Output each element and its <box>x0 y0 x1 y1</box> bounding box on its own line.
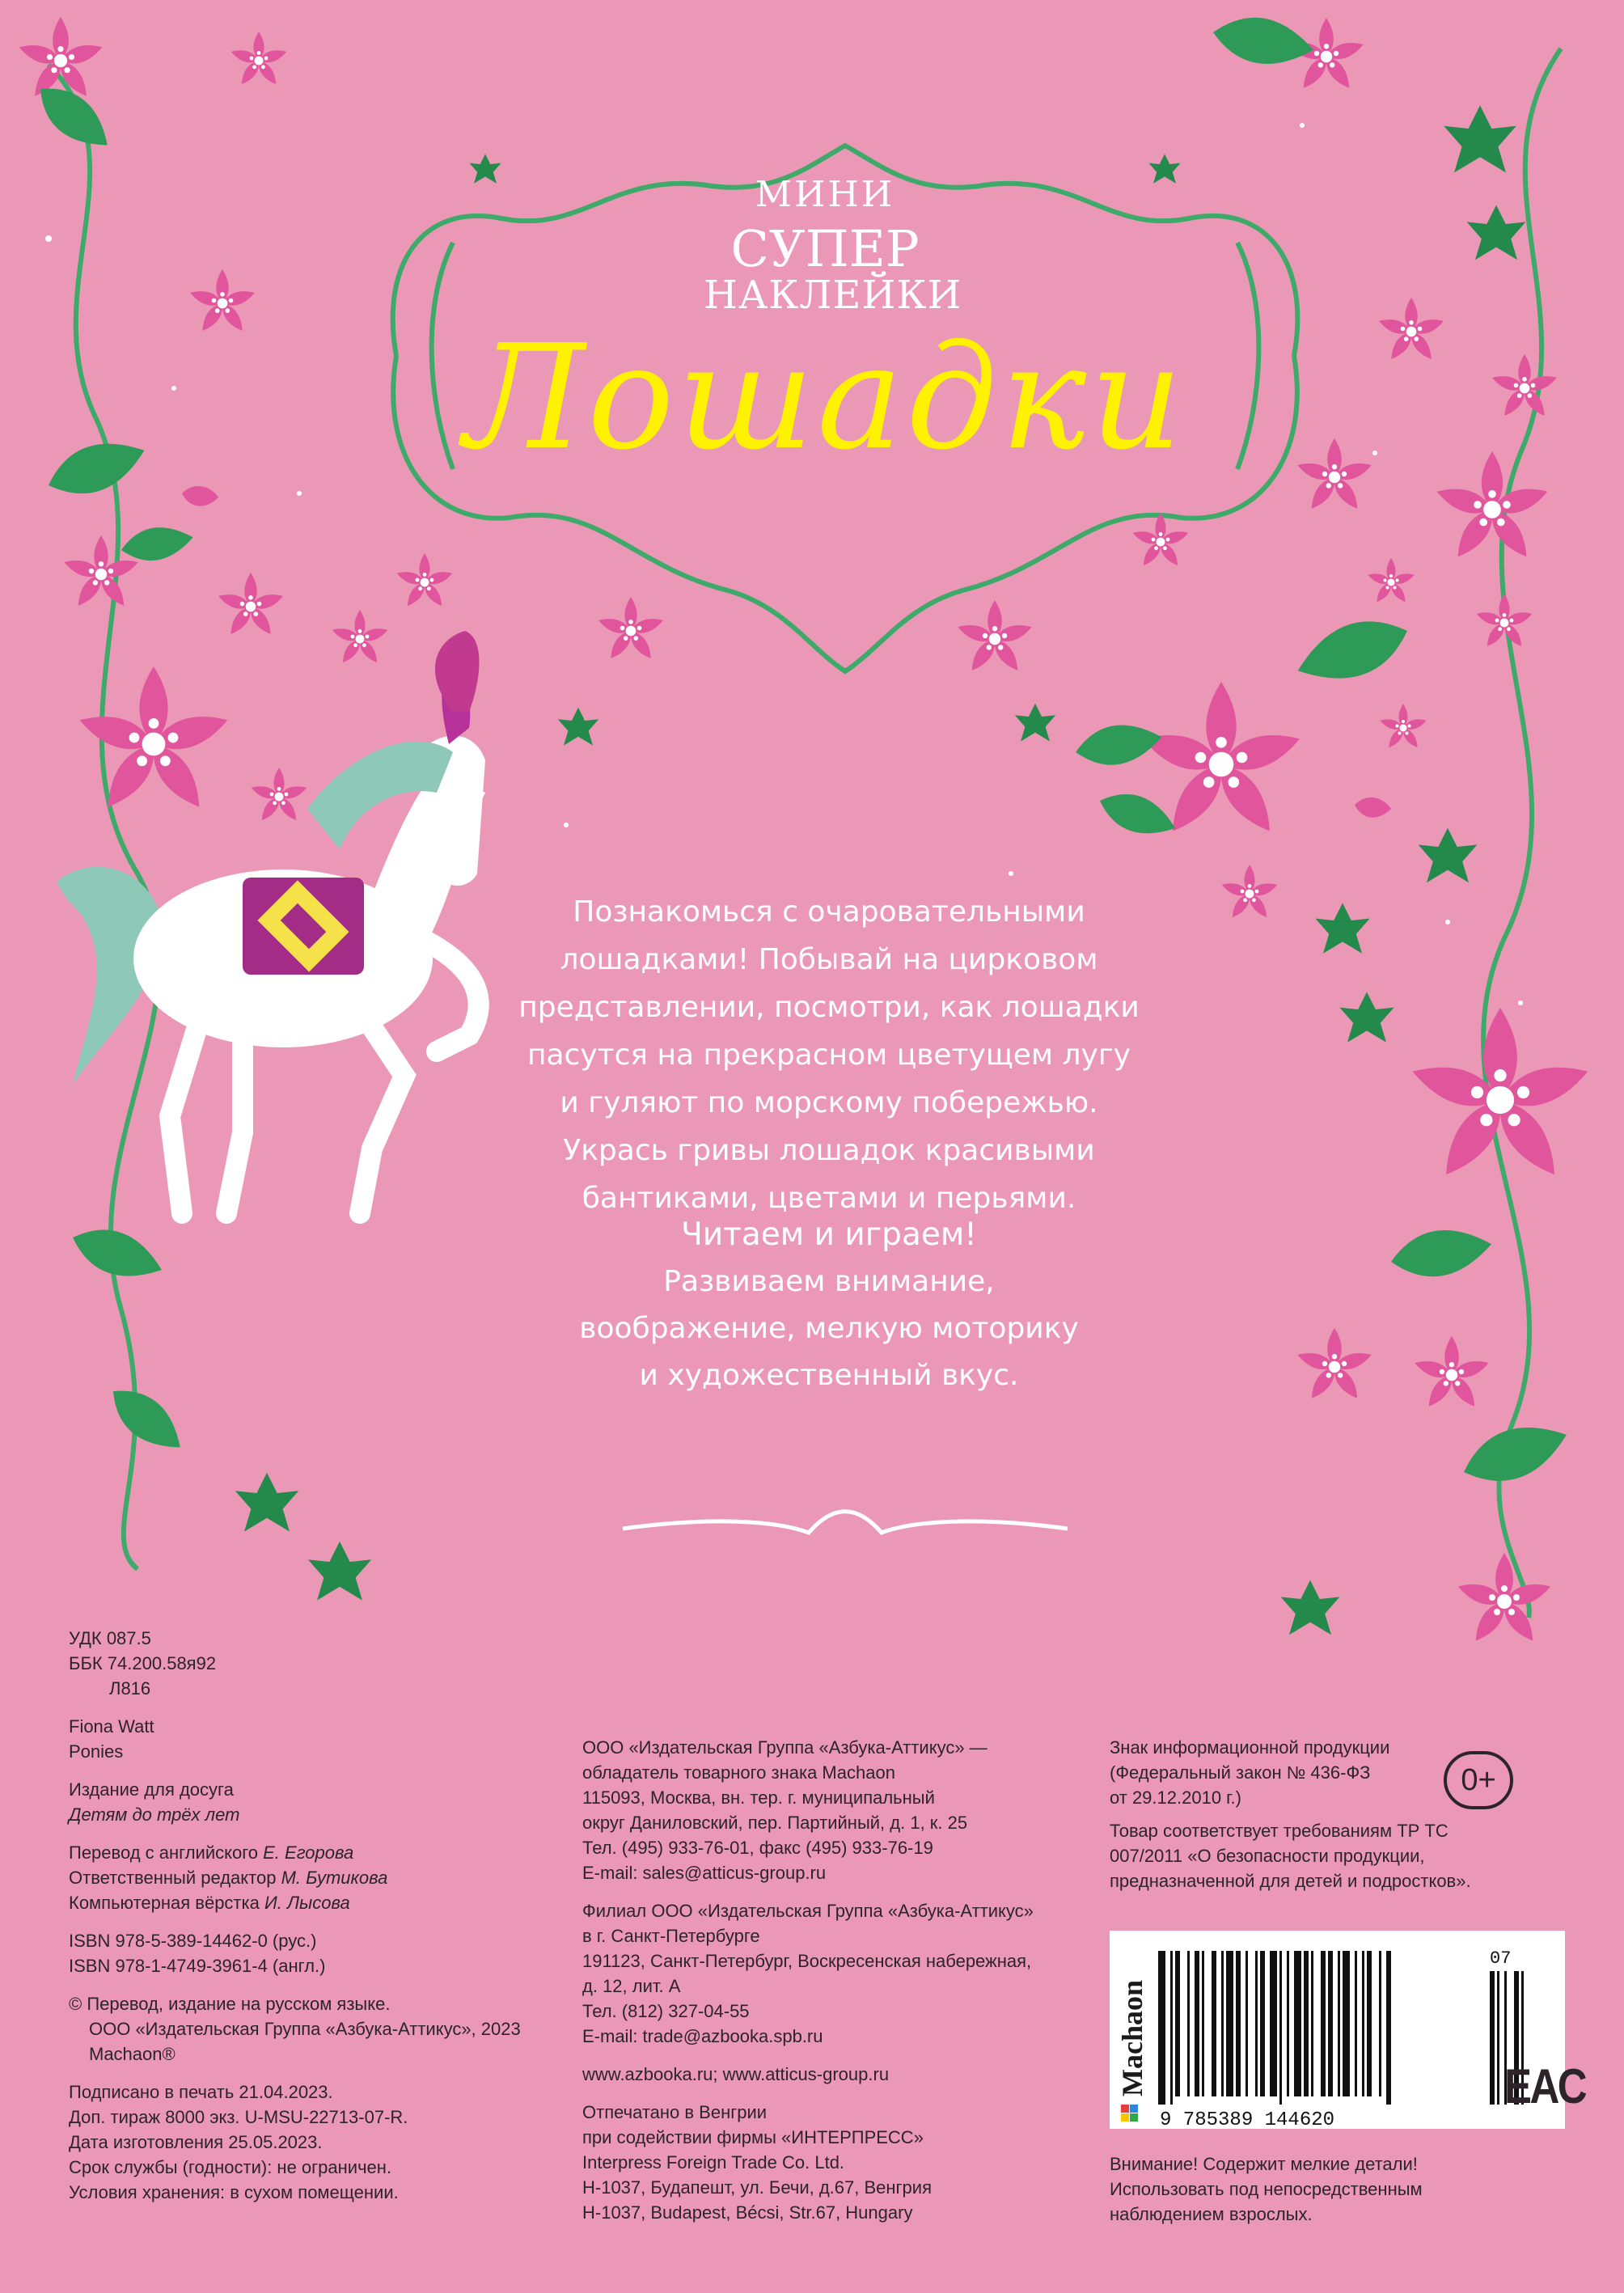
description-line: и гуляют по морскому побережью. <box>560 1086 1098 1119</box>
barcode-bar <box>1279 1951 1282 2105</box>
isbn-en: ISBN 978-1-4749-3961-4 (англ.) <box>69 1956 326 1976</box>
publisher-line: ООО «Издательская Группа «Азбука-Аттикус» — <box>582 1737 988 1758</box>
series-label-super: СУПЕР <box>730 219 920 278</box>
copyright-line: ООО «Издательская Группа «Азбука-Аттикус», 2023 <box>89 2019 521 2039</box>
barcode-bar <box>1158 1951 1165 2105</box>
branch-line: E-mail: trade@azbooka.spb.ru <box>582 2026 823 2046</box>
age-rating-badge: 0+ <box>1444 1751 1513 1809</box>
imprint-left <box>69 1626 521 2205</box>
publisher-line: Тел. (495) 933-76-01, факс (495) 933-76-19 <box>582 1838 933 1858</box>
barcode-bar <box>1236 1951 1241 2096</box>
barcode <box>1110 1931 1565 2129</box>
editor-line: Ответственный редактор М. Бутикова <box>69 1868 388 1888</box>
description-line: Познакомься с очаровательными <box>573 895 1085 929</box>
branch-line: Филиал ООО «Издательская Группа «Азбука-Аттикус» <box>582 1901 1034 1921</box>
manufacture-date: Дата изготовления 25.05.2023. <box>69 2132 323 2152</box>
barcode-bar <box>1343 1951 1350 2096</box>
barcode-bar <box>1212 1951 1216 2096</box>
imprint-middle <box>582 1735 1034 2225</box>
isbn-ru: ISBN 978-5-389-14462-0 (рус.) <box>69 1931 317 1951</box>
barcode-bar <box>1304 1951 1309 2096</box>
barcode-bar <box>1170 1951 1173 2105</box>
signed-date: Подписано в печать 21.04.2023. <box>69 2082 333 2102</box>
warning-line: Внимание! Содержит мелкие детали! <box>1110 2154 1418 2174</box>
info-sign-line: (Федеральный закон № 436-ФЗ <box>1110 1762 1371 1783</box>
tagline-line: и художественный вкус. <box>639 1359 1019 1392</box>
branch-line: Тел. (812) 327-04-55 <box>582 2001 750 2021</box>
printer-line: H-1037, Будапешт, ул. Бечи, д.67, Венгрия <box>582 2177 932 2198</box>
layout-line: Компьютерная вёрстка И. Лысова <box>69 1893 350 1913</box>
info-sign-line: Знак информационной продукции <box>1110 1737 1390 1758</box>
branch-line: в г. Санкт-Петербурге <box>582 1926 760 1946</box>
barcode-bar <box>1294 1951 1301 2096</box>
author: Fiona Watt <box>69 1716 154 1737</box>
print-run: Доп. тираж 8000 экз. U-MSU-22713-07-R. <box>69 2107 408 2127</box>
udk: УДК 087.5 <box>69 1628 151 1648</box>
series-label-mini: МИНИ <box>755 174 895 215</box>
description-line: Укрась гривы лошадок красивыми <box>563 1134 1095 1167</box>
publisher-logo-text: Machaon <box>1116 1980 1148 2096</box>
original-title: Ponies <box>69 1741 124 1762</box>
barcode-bar <box>1195 1951 1199 2096</box>
info-sign-line: от 29.12.2010 г.) <box>1110 1787 1241 1808</box>
storage-conditions: Условия хранения: в сухом помещении. <box>69 2182 399 2202</box>
series-label-stickers: НАКЛЕЙКИ <box>704 273 962 318</box>
barcode-digits: 9 785389 144620 <box>1160 2109 1335 2129</box>
barcode-bar <box>1362 1951 1364 2096</box>
tagline <box>518 1212 1140 1399</box>
description-line: бантиками, цветами и перьями. <box>582 1182 1076 1215</box>
barcode-bar <box>1202 1951 1204 2096</box>
barcode-bar <box>1221 1951 1224 2096</box>
printer-line: H-1037, Budapest, Bécsi, Str.67, Hungary <box>582 2202 913 2223</box>
printer-line: при содействии фирмы «ИНТЕРПРЕСС» <box>582 2127 924 2147</box>
service-life: Срок службы (годности): не ограничен. <box>69 2157 392 2177</box>
tagline-line: воображение, мелкую моторику <box>579 1312 1079 1345</box>
audience: Детям до трёх лет <box>69 1804 240 1825</box>
warning-line: наблюдением взрослых. <box>1110 2204 1313 2224</box>
barcode-addon: 07 <box>1490 1948 1512 1969</box>
copyright-line: © Перевод, издание на русском языке. <box>69 1994 391 2014</box>
barcode-bar <box>1328 1951 1333 2096</box>
publisher-line: обладатель товарного знака Machaon <box>582 1762 895 1783</box>
translator-line: Перевод с английского Е. Егорова <box>69 1842 354 1863</box>
compliance-line: Товар соответствует требованиям ТР ТС <box>1110 1821 1448 1841</box>
barcode-panel <box>1110 1931 1565 2129</box>
barcode-bar <box>1255 1951 1258 2096</box>
barcode-addon-bar <box>1490 1971 1495 2105</box>
barcode-bar <box>1379 1951 1381 2096</box>
description-line: представлении, посмотри, как лошадки <box>518 991 1140 1024</box>
copyright-line: Machaon® <box>89 2044 176 2064</box>
eac-mark: EAC <box>1504 2059 1586 2113</box>
compliance-line: предназначенной для детей и подростков». <box>1110 1871 1471 1891</box>
warning-line: Использовать под непосредственным <box>1110 2179 1423 2199</box>
barcode-bar <box>1270 1951 1277 2096</box>
barcode-bar <box>1367 1951 1372 2096</box>
description <box>518 888 1140 1222</box>
barcode-bar <box>1175 1951 1180 2096</box>
branch-line: 191123, Санкт-Петербург, Воскресенская набережная, <box>582 1951 1032 1971</box>
barcode-addon-bar <box>1497 1971 1499 2105</box>
publisher-line: 115093, Москва, вн. тер. г. муниципальный <box>582 1787 935 1808</box>
barcode-bar <box>1311 1951 1313 2096</box>
barcode-bar <box>1355 1951 1357 2096</box>
description-line: пасутся на прекрасном цветущем лугу <box>527 1039 1131 1072</box>
tagline-heading: Читаем и играем! <box>681 1216 977 1253</box>
barcode-bar <box>1287 1951 1289 2096</box>
barcode-bar <box>1321 1951 1326 2096</box>
website-line: www.azbooka.ru; www.atticus-group.ru <box>582 2064 890 2084</box>
barcode-bar <box>1338 1951 1340 2096</box>
branch-line: д. 12, лит. А <box>582 1976 681 1996</box>
compliance-line: 007/2011 «О безопасности продукции, <box>1110 1846 1425 1866</box>
butterfly-logo-icon <box>1121 2105 1138 2122</box>
barcode-bar <box>1187 1951 1190 2096</box>
warning <box>1110 2151 1423 2227</box>
barcode-bar <box>1226 1951 1233 2096</box>
barcode-bar <box>1245 1951 1248 2096</box>
bbk: ББК 74.200.58я92 <box>69 1653 217 1673</box>
printer-line: Interpress Foreign Trade Co. Ltd. <box>582 2152 845 2172</box>
description-line: лошадками! Побывай на цирковом <box>560 943 1098 976</box>
publisher-line: округ Даниловский, пер. Партийный, д. 1, к. 25 <box>582 1813 968 1833</box>
tagline-line: Развиваем внимание, <box>663 1265 995 1298</box>
author-mark: Л816 <box>109 1678 151 1699</box>
publisher-line: E-mail: sales@atticus-group.ru <box>582 1863 827 1883</box>
barcode-bar <box>1260 1951 1265 2096</box>
edition-type: Издание для досуга <box>69 1779 234 1800</box>
horse-illustration <box>57 631 485 1213</box>
printer-line: Отпечатано в Венгрии <box>582 2102 768 2122</box>
imprint-right <box>1110 1735 1471 1893</box>
book-title: Лошадки <box>463 314 1186 481</box>
barcode-bar <box>1386 1951 1391 2105</box>
